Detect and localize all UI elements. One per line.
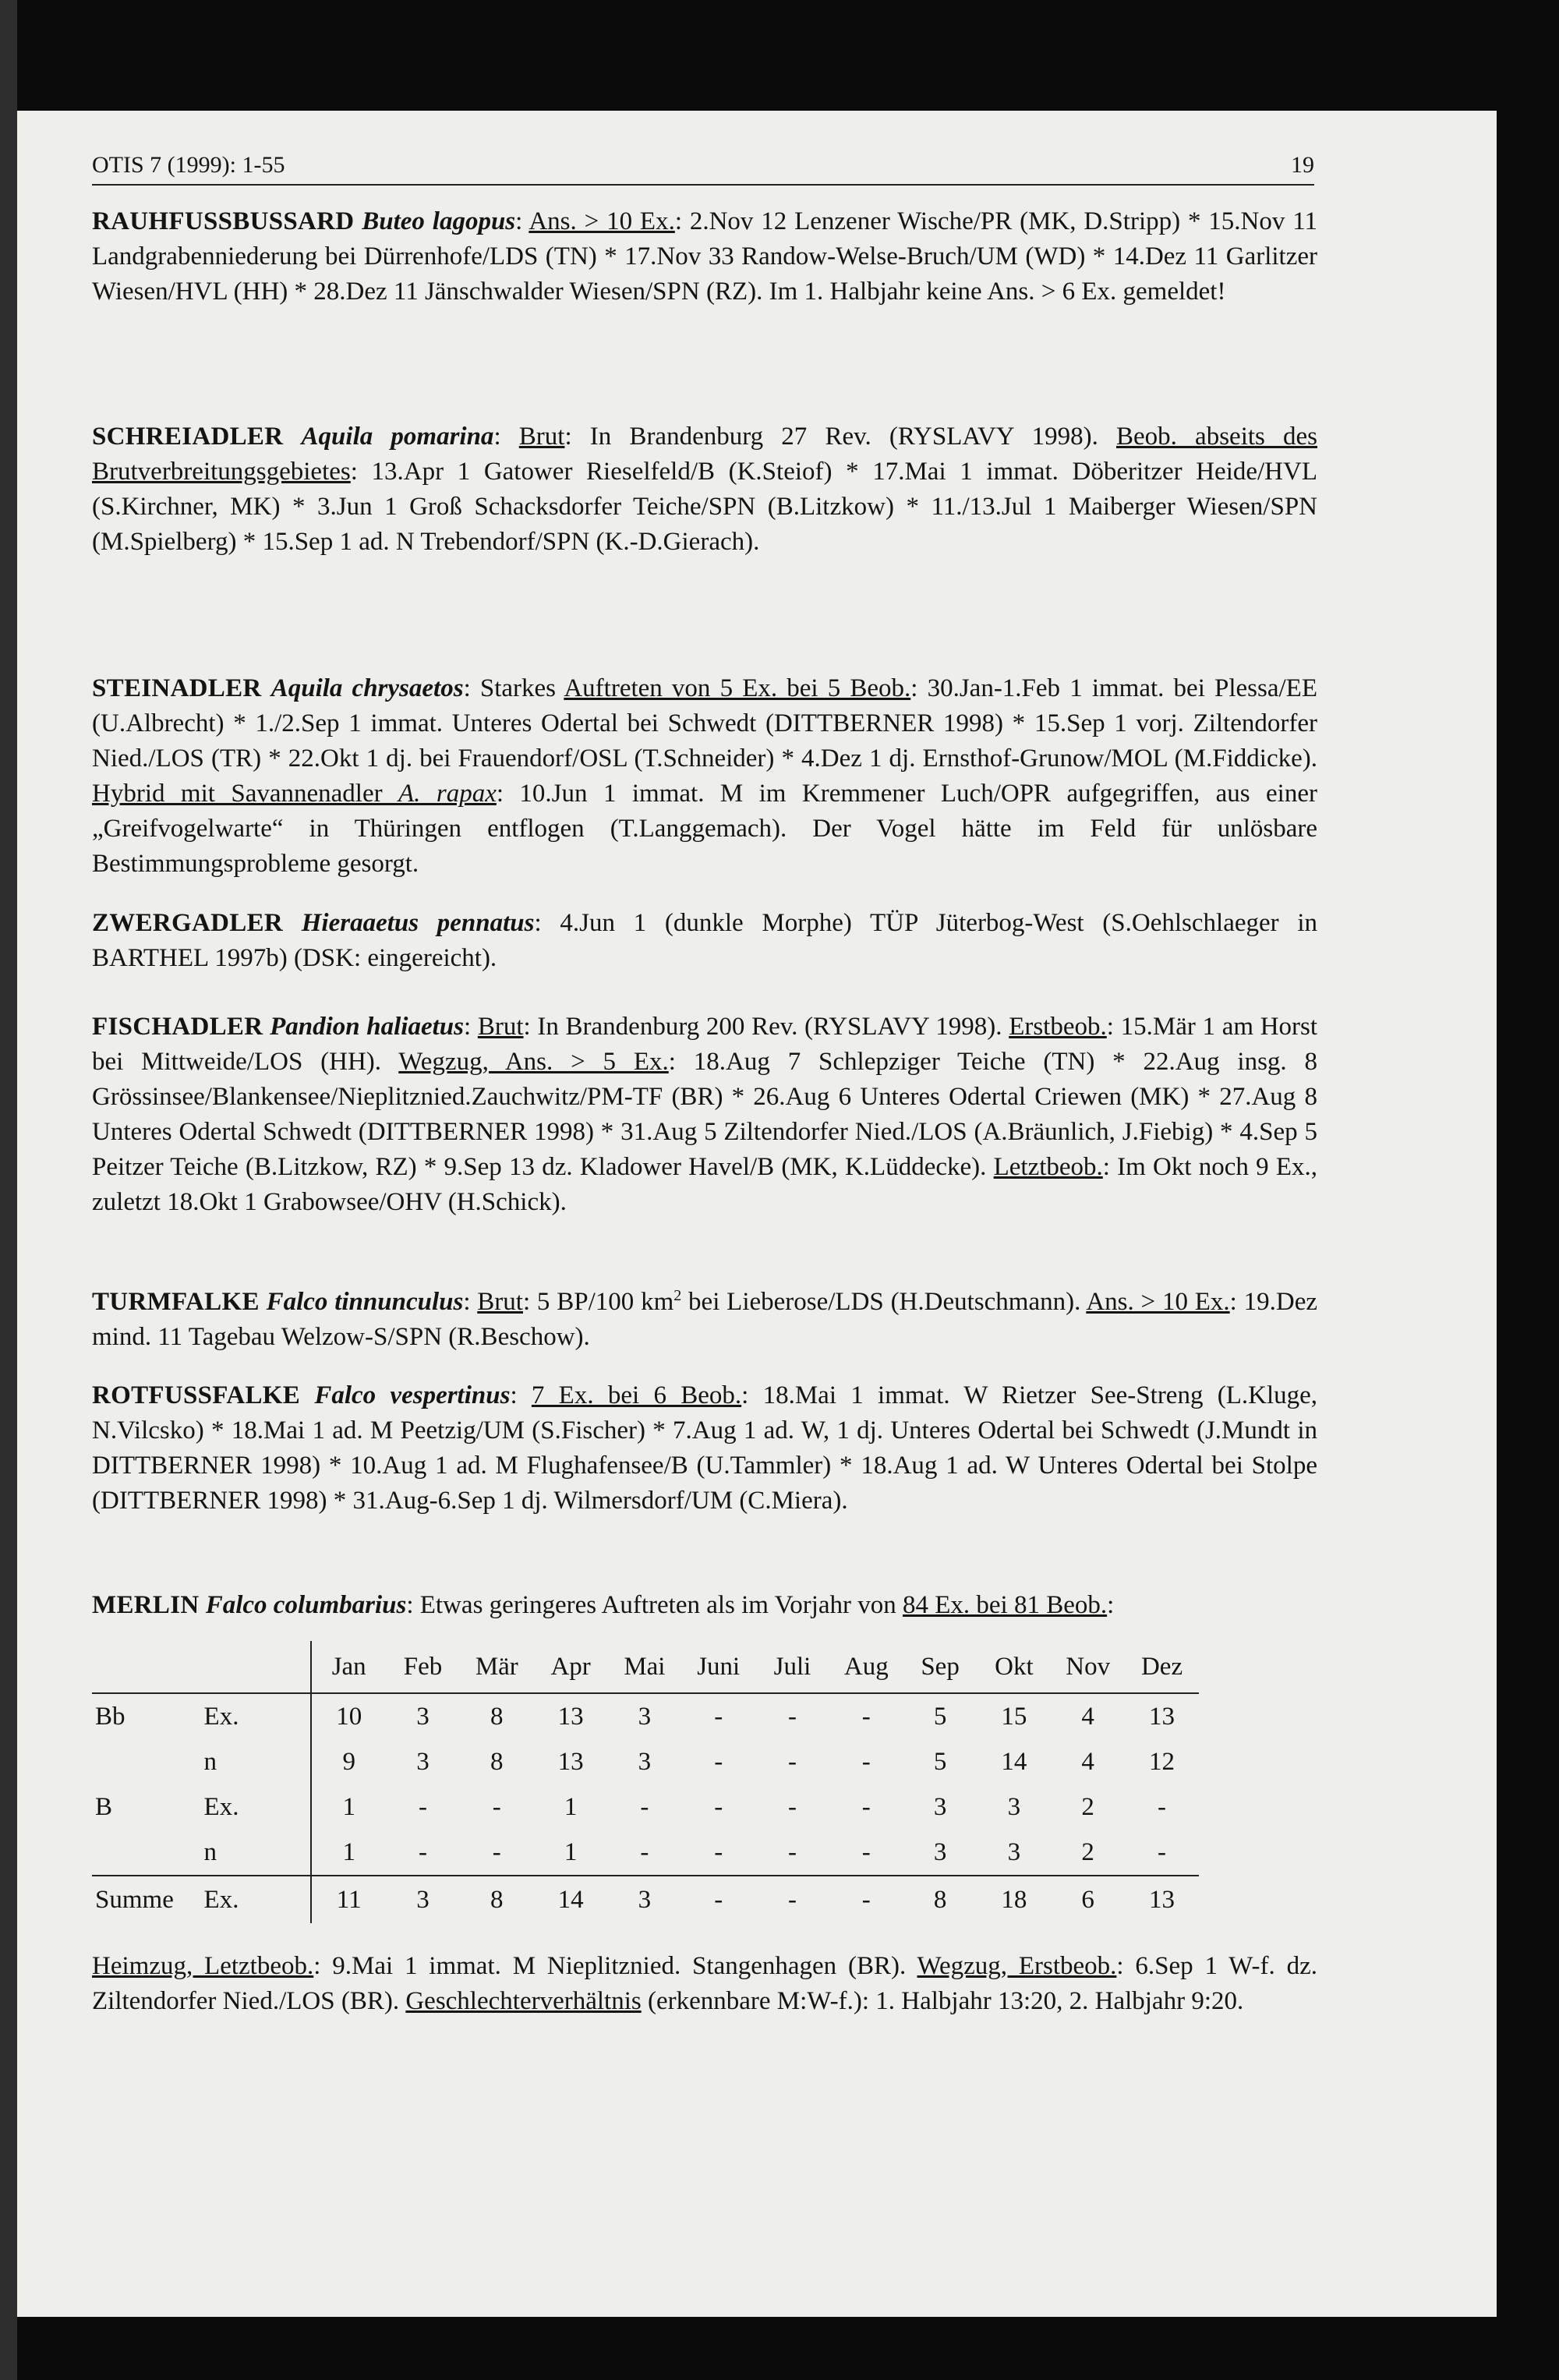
underlined-heading-text: Letztbeob. <box>993 1153 1103 1181</box>
body-text: 2 <box>673 1287 682 1304</box>
table-cell: 11 <box>311 1876 386 1923</box>
table-cell: - <box>714 1792 723 1821</box>
table-cell: - <box>681 1876 755 1923</box>
underlined-heading-text: Geschlechterverhältnis <box>405 1987 642 2015</box>
table-cell: 10 <box>336 1702 362 1731</box>
table-corner-sub <box>181 1641 312 1693</box>
scientific-name: Falco vespertinus <box>314 1381 511 1409</box>
table-cell: 2 <box>1081 1792 1094 1821</box>
species-entry <box>92 906 1317 976</box>
table-cell: - <box>829 1876 903 1923</box>
table-cell: - <box>787 1702 797 1731</box>
species-entry <box>92 1010 1317 1220</box>
table-cell: 3 <box>933 1837 947 1866</box>
underlined-heading-text: 7 Ex. bei 6 Beob. <box>531 1381 742 1409</box>
table-cell: 3 <box>638 1702 652 1731</box>
body-text: : 2.Nov 12 Lenzener Wische/PR (MK, D.Stripp) * 15.Nov 11 Landgrabenniederung bei Dürrenhofe/LDS (TN) * 17.Nov 33 Randow-Welse-Bruch/UM (WD) * 14.Dez 11 Garlitzer Wiesen/HVL (HH) * 28.Dez 11 Jänschwalder Wiesen/SPN (RZ). Im 1. Halbjahr keine Ans. > 6 Ex. gemeldet! <box>92 207 1317 306</box>
running-header <box>92 148 1314 186</box>
table-cell: 9 <box>342 1747 355 1776</box>
table-cell: 13 <box>557 1747 584 1776</box>
body-text: : In Brandenburg 200 Rev. (RYSLAVY 1998). <box>523 1013 1009 1041</box>
month-header: Mai <box>608 1641 682 1693</box>
table-cell: 5 <box>933 1702 947 1731</box>
species-name: FISCHADLER <box>92 1013 263 1041</box>
underlined-heading-text: Wegzug, Erstbeob. <box>917 1952 1117 1980</box>
table-cell: - <box>861 1747 871 1776</box>
table-cell: 14 <box>534 1876 608 1923</box>
table-cell: - <box>861 1792 871 1821</box>
underlined-heading-text: Ans. > 10 Ex. <box>529 207 675 235</box>
body-text: : 9.Mai 1 immat. M Nieplitznied. Stangenhagen (BR). <box>313 1952 917 1980</box>
body-text: : 6.Sep 1 W-f. dz. Ziltendorfer Nied./LOS (BR). <box>92 1952 1317 2015</box>
row-measure-label: Ex. <box>181 1876 312 1923</box>
month-header: Apr <box>534 1641 608 1693</box>
body-text: : Starkes <box>463 674 564 702</box>
underlined-heading-text: Erstbeob. <box>1009 1013 1107 1041</box>
table-cell: 18 <box>977 1876 1051 1923</box>
species-name: TURMFALKE <box>92 1288 260 1316</box>
species-name: ROTFUSSFALKE <box>92 1381 301 1409</box>
species-name: SCHREIADLER <box>92 423 284 451</box>
body-text: : 30.Jan-1.Feb 1 immat. bei Plessa/EE (U.Albrecht) * 1./2.Sep 1 immat. Unteres Odertal bei Schwedt (DITTBERNER 1998) * 15.Sep 1 vorj. Ziltendorfer Nied./LOS (TR) * 22.Okt 1 dj. bei Frauendorf/OSL (T.Schneider) * 4.Dez 1 dj. Ernsthof-Grunow/MOL (M.Fiddicke). <box>92 674 1317 773</box>
table-cell: 13 <box>1125 1876 1199 1923</box>
row-region-label <box>92 1830 181 1876</box>
body-text: bei Lieberose/LDS (H.Deutschmann). <box>681 1288 1087 1316</box>
table-cell: 1 <box>564 1792 578 1821</box>
scientific-name: Falco tinnunculus <box>266 1288 464 1316</box>
table-cell: 6 <box>1051 1876 1125 1923</box>
table-cell: - <box>755 1876 829 1923</box>
scientific-name: Buteo lagopus <box>362 207 516 235</box>
table-cell: 1 <box>564 1837 578 1866</box>
table-cell: 3 <box>386 1876 460 1923</box>
table-cell: - <box>492 1837 501 1866</box>
table-cell: 3 <box>1007 1837 1021 1866</box>
underlined-heading-text: Brut <box>477 1288 523 1316</box>
table-cell: - <box>419 1792 427 1821</box>
table-cell: 8 <box>490 1702 504 1731</box>
table-cell: 3 <box>416 1702 430 1731</box>
body-text: : 4.Jun 1 (dunkle Morphe) TÜP Jüterbog-West (S.Oehlschlaeger in BARTHEL 1997b) (DSK: eingereicht). <box>92 909 1317 972</box>
scientific-name: Aquila pomarina <box>301 423 494 451</box>
table-cell: - <box>640 1792 649 1821</box>
table-cell: 3 <box>933 1792 947 1821</box>
species-name: ZWERGADLER <box>92 909 284 937</box>
row-region-label: Summe <box>92 1876 181 1923</box>
species-entry <box>92 204 1317 309</box>
scan-left-edge <box>0 0 17 2380</box>
month-header: Juli <box>755 1641 829 1693</box>
table-cell: 3 <box>1007 1792 1021 1821</box>
scientific-name: Aquila chrysaetos <box>270 674 464 702</box>
body-text: : 18.Mai 1 immat. W Rietzer See-Streng (L.Kluge, N.Vilcsko) * 18.Mai 1 ad. M Peetzig/UM (S.Fischer) * 7.Aug 1 ad. W, 1 dj. Unteres Odertal bei Schwedt (J.Mundt in DITTBERNER 1998) * 10.Aug 1 ad. M Flughafensee/B (U.Tammler) * 18.Aug 1 ad. W Unteres Odertal bei Stolpe (DITTBERNER 1998) * 31.Aug-6.Sep 1 dj. Wilmersdorf/UM (C.Miera). <box>92 1381 1318 1515</box>
table-cell: - <box>1158 1792 1167 1821</box>
scientific-name: Hieraaetus pennatus <box>301 909 535 937</box>
body-text: (erkennbare M:W-f.): 1. Halbjahr 13:20, 2. Halbjahr 9:20. <box>641 1987 1244 2015</box>
table-row <box>92 1784 1199 1830</box>
table-cell: - <box>714 1837 723 1866</box>
table-cell: 3 <box>608 1876 682 1923</box>
month-header: Nov <box>1051 1641 1125 1693</box>
table-cell: 4 <box>1081 1747 1094 1776</box>
table-cell: - <box>861 1702 871 1731</box>
underlined-heading-text: Ans. > 10 Ex. <box>1086 1288 1230 1316</box>
scientific-name: Pandion haliaetus <box>270 1013 464 1041</box>
body-text: : <box>510 1381 532 1409</box>
merlin-footer-paragraph <box>92 1949 1317 2019</box>
journal-citation: OTIS 7 (1999): 1-55 <box>92 152 285 178</box>
month-header: Jan <box>311 1641 386 1693</box>
body-text: : 5 BP/100 km <box>522 1288 674 1316</box>
month-header: Dez <box>1125 1641 1199 1693</box>
underlined-heading-text: Auftreten von 5 Ex. bei 5 Beob. <box>564 674 911 702</box>
row-measure-label: Ex. <box>181 1693 312 1739</box>
row-region-label <box>92 1739 181 1784</box>
row-region-label: B <box>95 1792 113 1821</box>
month-header: Aug <box>829 1641 903 1693</box>
body-text: : <box>515 207 529 235</box>
underlined-heading-text: Beob. abseits des Brutverbreitungsgebietes <box>92 423 1318 486</box>
table-cell: - <box>787 1792 797 1821</box>
table-cell: 13 <box>1149 1702 1175 1731</box>
species-entry <box>92 1378 1317 1519</box>
species-entry <box>92 1278 1317 1355</box>
body-text: : Im Okt noch 9 Ex., zuletzt 18.Okt 1 Grabowsee/OHV (H.Schick). <box>92 1153 1317 1216</box>
table-cell: 3 <box>416 1747 430 1776</box>
table-cell: - <box>1158 1837 1167 1866</box>
underlined-heading-text: Hybrid mit Savannenadler <box>92 780 399 808</box>
body-text: : <box>463 1288 478 1316</box>
merlin-monthly-table <box>92 1641 1199 1923</box>
body-text: : <box>493 423 519 451</box>
table-cell: - <box>492 1792 501 1821</box>
table-cell: - <box>419 1837 427 1866</box>
table-cell: 1 <box>342 1792 355 1821</box>
table-row <box>92 1876 1199 1923</box>
body-text: : Etwas geringeres Auftreten als im Vorjahr von <box>406 1591 903 1619</box>
table-corner <box>92 1641 181 1693</box>
month-header: Sep <box>903 1641 977 1693</box>
table-cell: 13 <box>557 1702 584 1731</box>
underlined-heading-text: Brut <box>518 423 565 451</box>
table-cell: 2 <box>1081 1837 1094 1866</box>
species-name: STEINADLER <box>92 674 262 702</box>
body-text: : In Brandenburg 27 Rev. (RYSLAVY 1998). <box>564 423 1116 451</box>
table-cell: - <box>787 1747 797 1776</box>
month-header: Okt <box>977 1641 1051 1693</box>
row-measure-label: n <box>181 1739 312 1784</box>
row-measure-label: Ex. <box>181 1784 312 1830</box>
table-cell: 8 <box>490 1747 504 1776</box>
body-text: : <box>463 1013 478 1041</box>
table-cell: 12 <box>1149 1747 1175 1776</box>
scientific-name: Falco columbarius <box>205 1591 407 1619</box>
species-entry <box>92 1588 1317 1623</box>
body-text: : 13.Apr 1 Gatower Rieselfeld/B (K.Steiof) * 17.Mai 1 immat. Döberitzer Heide/HVL (S.Kirchner, MK) * 3.Jun 1 Groß Schacksdorfer Teiche/SPN (B.Litzkow) * 11./13.Jul 1 Maiberger Wiesen/SPN (M.Spielberg) * 15.Sep 1 ad. N Trebendorf/SPN (K.-D.Gierach). <box>92 458 1317 556</box>
month-header: Juni <box>681 1641 755 1693</box>
page-number: 19 <box>1291 152 1314 178</box>
underlined-heading-text: A. rapax <box>398 780 497 808</box>
table-cell: - <box>787 1837 797 1866</box>
underlined-heading-text: Heimzug, Letztbeob. <box>92 1952 314 1980</box>
table-row <box>92 1830 1199 1876</box>
table-cell: 15 <box>1001 1702 1027 1731</box>
underlined-heading-text: Wegzug, Ans. > 5 Ex. <box>398 1048 669 1076</box>
table-cell: 14 <box>1001 1747 1027 1776</box>
underlined-heading-text: 84 Ex. bei 81 Beob. <box>903 1591 1108 1619</box>
month-header: Mär <box>460 1641 534 1693</box>
species-entry <box>92 419 1317 560</box>
body-text: : 19.Dez mind. 11 Tagebau Welzow-S/SPN (R.Beschow). <box>92 1288 1317 1351</box>
body-text: : 15.Mär 1 am Horst bei Mittweide/LOS (HH). <box>92 1013 1318 1076</box>
row-measure-label: n <box>181 1830 312 1876</box>
table-cell: 8 <box>460 1876 534 1923</box>
body-text: : 10.Jun 1 immat. M im Kremmener Luch/OPR aufgegriffen, aus einer „Greifvogelwarte“ in Thüringen entflogen (T.Langgemach). Der Vogel hätte im Feld für unlösbare Bestimmungsprobleme gesorgt. <box>92 780 1317 878</box>
table-header-row <box>92 1641 1199 1693</box>
species-name: RAUHFUSSBUSSARD <box>92 207 355 235</box>
table-cell: - <box>714 1747 723 1776</box>
table-cell: 3 <box>638 1747 652 1776</box>
table-row <box>92 1693 1199 1739</box>
table-row <box>92 1739 1199 1784</box>
species-entry <box>92 671 1317 882</box>
body-text: : 18.Aug 7 Schlepziger Teiche (TN) * 22.Aug insg. 8 Grössinsee/Blankensee/Nieplitznied.Zauchwitz/PM-TF (BR) * 26.Aug 6 Unteres Odertal Criewen (MK) * 27.Aug 8 Unteres Odertal Schwedt (DITTBERNER 1998) * 31.Aug 5 Ziltendorfer Nied./LOS (A.Bräunlich, J.Fiebig) * 4.Sep 5 Peitzer Teiche (B.Litzkow, RZ) * 9.Sep 13 dz. Kladower Havel/B (MK, K.Lüddecke). <box>92 1048 1318 1181</box>
body-text: : <box>1107 1591 1115 1619</box>
table-cell: - <box>861 1837 871 1866</box>
table-cell: - <box>640 1837 649 1866</box>
table-cell: 4 <box>1081 1702 1094 1731</box>
month-header: Feb <box>386 1641 460 1693</box>
species-name: MERLIN <box>92 1591 200 1619</box>
table-cell: - <box>714 1702 723 1731</box>
underlined-heading-text: Brut <box>477 1013 524 1041</box>
row-region-label: Bb <box>95 1702 125 1731</box>
table-cell: 8 <box>903 1876 977 1923</box>
table-cell: 5 <box>933 1747 947 1776</box>
table-cell: 1 <box>342 1837 355 1866</box>
